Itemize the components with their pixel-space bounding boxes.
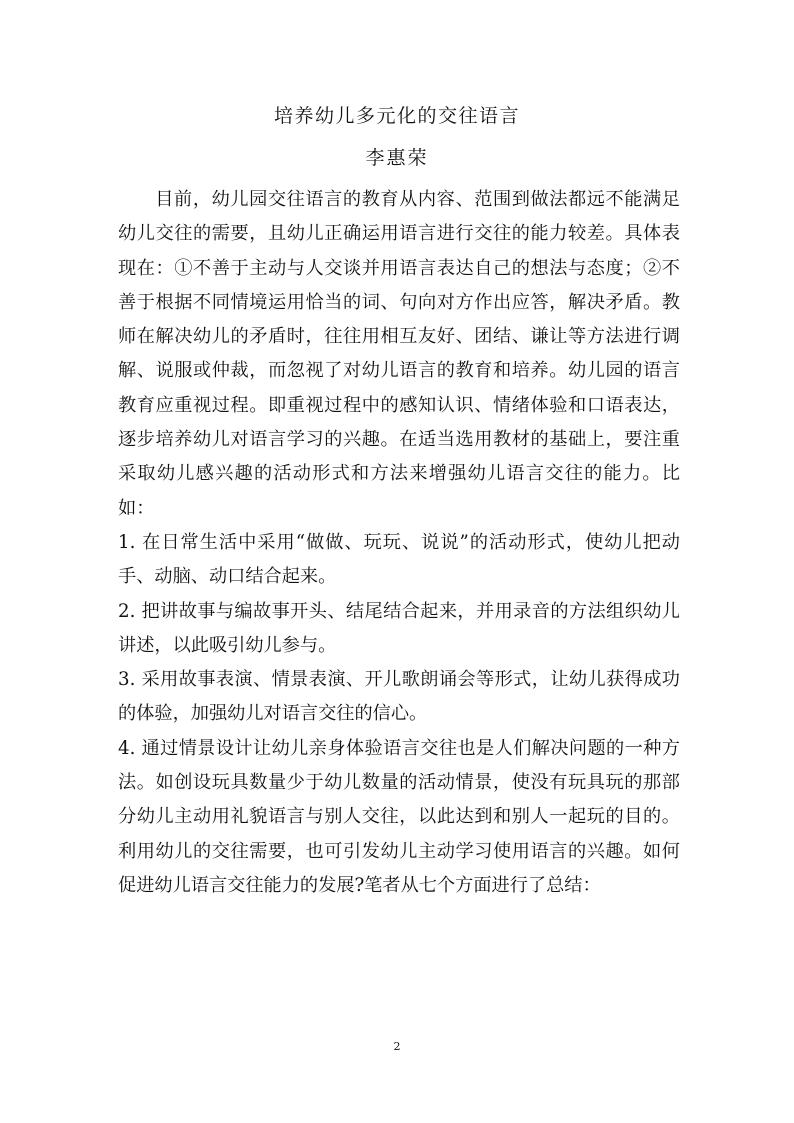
list-item-2: 2. 把讲故事与编故事开头、结尾结合起来，并用录音的方法组织幼儿讲述，以此吸引幼儿参与。: [118, 600, 680, 656]
list-item-1: 1. 在日常生活中采用“做做、玩玩、说说”的活动形式，使幼儿把动手、动脑、动口结合起来。: [118, 531, 680, 588]
page-number: 2: [393, 1040, 401, 1053]
list-item-3: 3. 采用故事表演、情景表演、开儿歌朗诵会等形式，让幼儿获得成功的体验，加强幼儿对语言交往的信心。: [118, 669, 680, 725]
list-item-4: 4. 通过情景设计让幼儿亲身体验语言交往也是人们解决问题的一种方法。如创设玩具数量少于幼儿数量的活动情景，使没有玩具玩的那部分幼儿主动用礼貌语言与别人交往，以此达到和别人一起玩的目的。利用幼儿的交往需要，也可引发幼儿主动学习使用语言的兴趣。如何促进幼儿语言交往能力的发展?笔者从七个方面进行了总结：: [118, 737, 680, 896]
document-title: 培养幼儿多元化的交往语言: [273, 105, 520, 127]
document-body: [118, 183, 680, 903]
document-author: 李惠荣: [365, 147, 429, 169]
paragraph-intro: 目前，幼儿园交往语言的教育从内容、范围到做法都远不能满足幼儿交往的需要，且幼儿正确运用语言进行交往的能力较差。具体表现在：①不善于主动与人交谈并用语言表达自己的想法与态度；②不善于根据不同情境运用恰当的词、句向对方作出应答，解决矛盾。教师在解决幼儿的矛盾时，往往用相互友好、团结、谦让等方法进行调解、说服或仲裁，而忽视了对幼儿语言的教育和培养。幼儿园的语言教育应重视过程。即重视过程中的感知认识、情绪体验和口语表达，逐步培养幼儿对语言学习的兴趣。在适当选用教材的基础上，要注重采取幼儿感兴趣的活动形式和方法来增强幼儿语言交往的能力。比如：: [118, 189, 680, 519]
